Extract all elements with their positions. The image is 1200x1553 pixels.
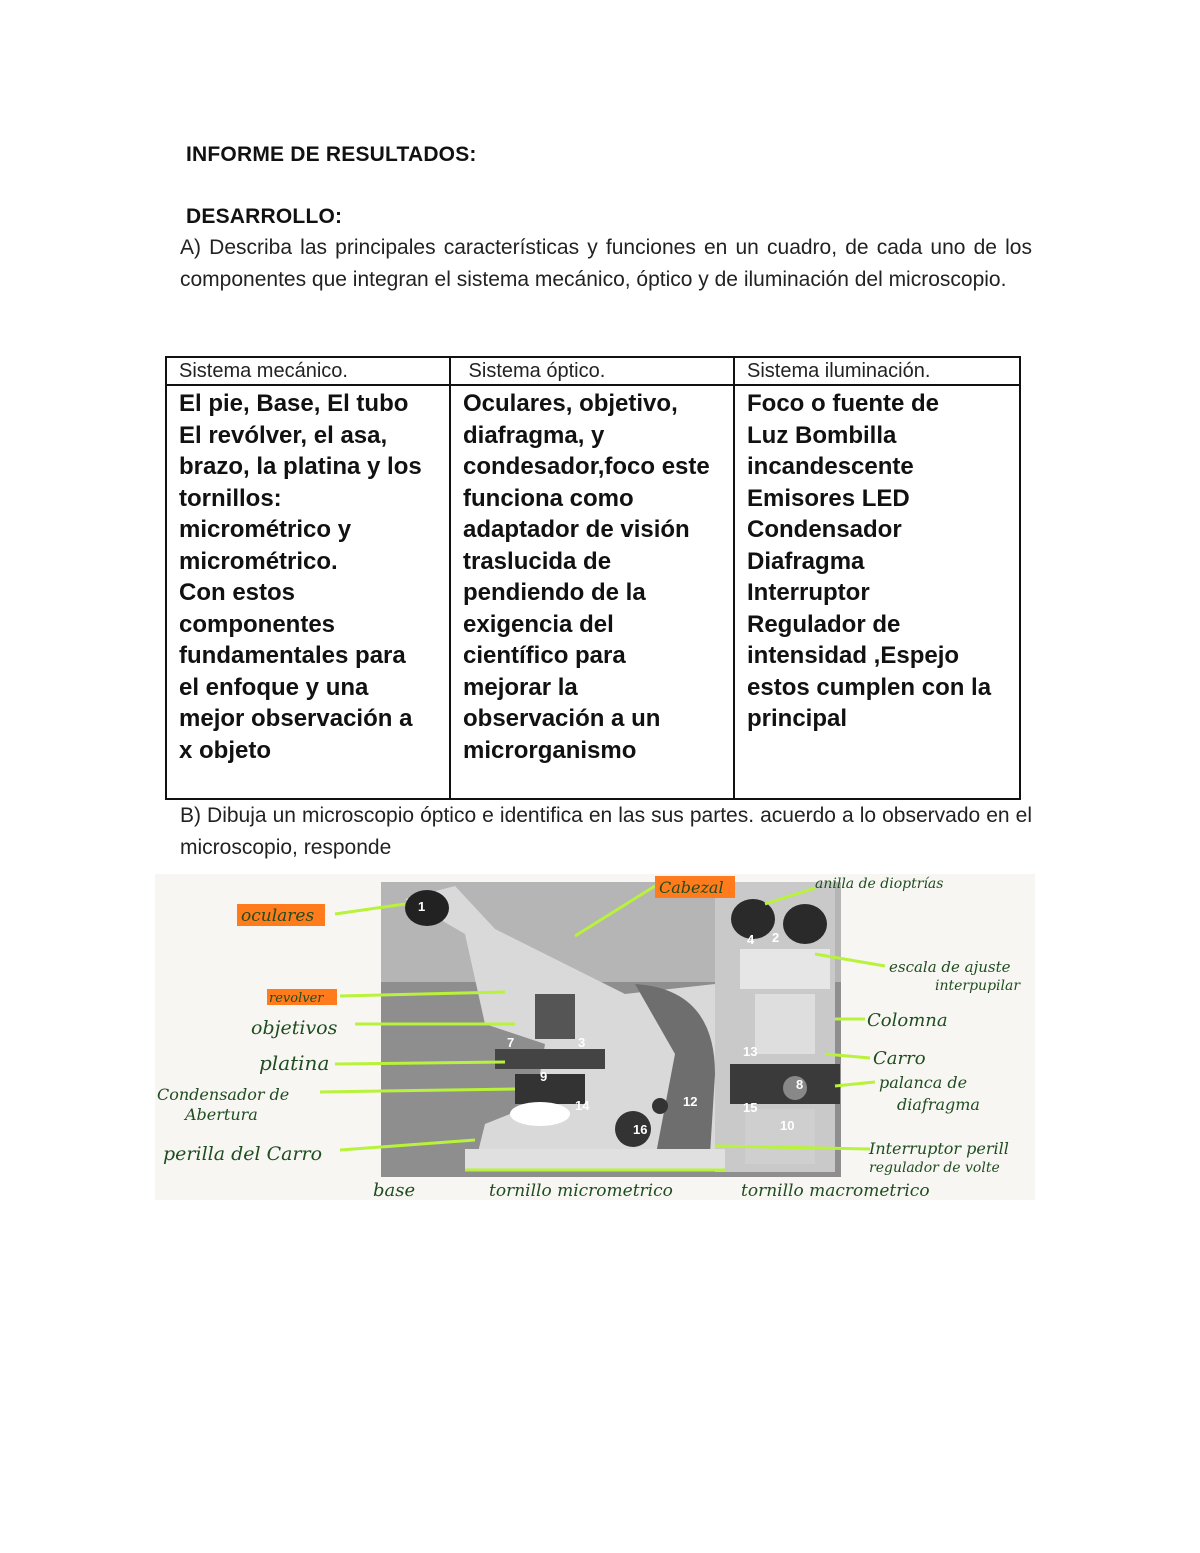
label-left-0: oculares — [241, 906, 315, 926]
col3-line: Regulador de — [747, 610, 901, 638]
small-knob-shape — [652, 1098, 668, 1114]
microscope-photo — [155, 874, 1035, 1200]
col3-line: intensidad ,Espejo — [747, 642, 960, 669]
part-number-16: 16 — [633, 1122, 648, 1137]
col1-line: mejor observación a — [179, 705, 413, 732]
right-knob — [783, 1076, 807, 1100]
col1-line: fundamentales para — [179, 642, 406, 669]
label-top-0: Cabezal — [659, 878, 724, 897]
question-a: A) Describa las principales características y funciones en un cuadro, de cada uno de los componentes que integran el sistema mecánico, óptico y de iluminación del microscopio. — [180, 236, 1032, 291]
label-bottom-1: tornillo micrometrico — [489, 1181, 673, 1200]
part-number-7: 7 — [507, 1035, 515, 1050]
col2-line: condesador,foco este — [463, 453, 710, 480]
question-b: B) Dibuja un microscopio óptico e identifica en las sus partes. acuerdo a lo observado en el microscopio, responde — [180, 804, 1032, 859]
label-right-7: regulador de volte — [869, 1160, 1000, 1176]
cell-mechanical — [166, 385, 450, 799]
section-heading: DESARROLLO: — [186, 205, 343, 228]
col2-line: Oculares, objetivo, — [463, 390, 678, 417]
col3-line: incandescente — [747, 453, 914, 480]
col2-line: adaptador de visión — [463, 516, 690, 543]
col2-line: científico para — [463, 642, 626, 669]
part-number-8: 8 — [796, 1077, 804, 1092]
part-number-3: 3 — [578, 1035, 586, 1050]
label-right-2: Colomna — [867, 1010, 948, 1031]
part-number-15: 15 — [743, 1100, 758, 1115]
right-column — [755, 994, 815, 1054]
col1-line: el enfoque y una — [179, 673, 369, 701]
label-bottom-0: base — [373, 1180, 416, 1200]
label-bottom-2: tornillo macrometrico — [741, 1181, 930, 1200]
part-number-1: 1 — [418, 899, 426, 914]
label-right-6: Interruptor perill — [869, 1139, 1009, 1158]
part-number-2: 2 — [772, 930, 780, 945]
col2-line: exigencia del — [463, 610, 614, 638]
report-title: INFORME DE RESULTADOS: — [186, 143, 477, 166]
label-right-0: escala de ajuste — [889, 958, 1011, 976]
base-shape — [465, 1149, 725, 1169]
col2-line: diafragma, y — [463, 421, 605, 449]
label-right-1: interpupilar — [935, 978, 1021, 994]
col2-line: funciona como — [463, 484, 634, 512]
col3-line: Foco o fuente de — [747, 390, 939, 417]
label-left-5: Abertura — [185, 1105, 258, 1124]
table-row — [166, 385, 1020, 799]
col3-line: Diafragma — [747, 547, 865, 575]
part-number-9: 9 — [540, 1069, 548, 1084]
label-right-4: palanca de — [879, 1073, 968, 1092]
col2-line: microrganismo — [463, 736, 637, 764]
label-right-5: diafragma — [897, 1095, 980, 1114]
microscope-annotated-diagram — [155, 874, 1035, 1200]
col3-line: Condensador — [747, 516, 902, 543]
label-left-3: platina — [259, 1051, 330, 1075]
col2-line: traslucida de — [463, 547, 612, 575]
col3-line: Emisores LED — [747, 484, 910, 512]
col1-line: micrométrico. — [179, 547, 338, 575]
header-mechanical: Sistema mecánico. — [166, 357, 450, 385]
label-left-6: perilla del Carro — [163, 1143, 323, 1165]
col1-line: tornillos: — [179, 484, 282, 512]
col2-line: observación a un — [463, 705, 661, 732]
table-header-row — [166, 357, 1020, 385]
eyepiece-shape — [405, 890, 449, 926]
part-number-10: 10 — [780, 1118, 795, 1133]
objectives-shape — [535, 994, 575, 1039]
label-top-1: anilla de dioptrías — [815, 876, 944, 892]
col2-line: pendiendo de la — [463, 579, 646, 606]
col1-line: brazo, la platina y los — [179, 453, 422, 480]
col1-line: componentes — [179, 610, 336, 638]
label-left-2: objetivos — [251, 1017, 338, 1039]
col3-line: Luz Bombilla — [747, 421, 897, 449]
part-number-10: 10 — [538, 1112, 553, 1127]
part-number-13: 13 — [743, 1044, 758, 1059]
cell-illumination — [734, 385, 1020, 799]
col1-line: micrométrico y — [179, 516, 352, 543]
cell-optical — [450, 385, 734, 799]
label-left-1: revolver — [269, 991, 324, 1006]
header-illumination: Sistema iluminación. — [734, 357, 1020, 385]
col1-line: El pie, Base, El tubo — [179, 390, 409, 417]
header-optical: Sistema óptico. — [450, 357, 734, 385]
part-number-14: 14 — [575, 1098, 590, 1113]
right-eyepiece-right — [783, 904, 827, 944]
col3-line: principal — [747, 705, 848, 732]
col2-line: mejorar la — [463, 673, 578, 701]
col1-line: El revólver, el asa, — [179, 421, 388, 449]
label-right-3: Carro — [873, 1048, 926, 1069]
col3-line: estos cumplen con la — [747, 673, 992, 701]
systems-table — [165, 356, 1021, 800]
part-number-12: 12 — [683, 1094, 698, 1109]
col1-line: Con estos — [179, 579, 296, 606]
col3-line: Interruptor — [747, 579, 870, 606]
col1-line: x objeto — [179, 736, 272, 764]
part-number-4: 4 — [747, 932, 755, 947]
stage-shape — [495, 1049, 605, 1069]
label-left-4: Condensador de — [157, 1085, 290, 1104]
